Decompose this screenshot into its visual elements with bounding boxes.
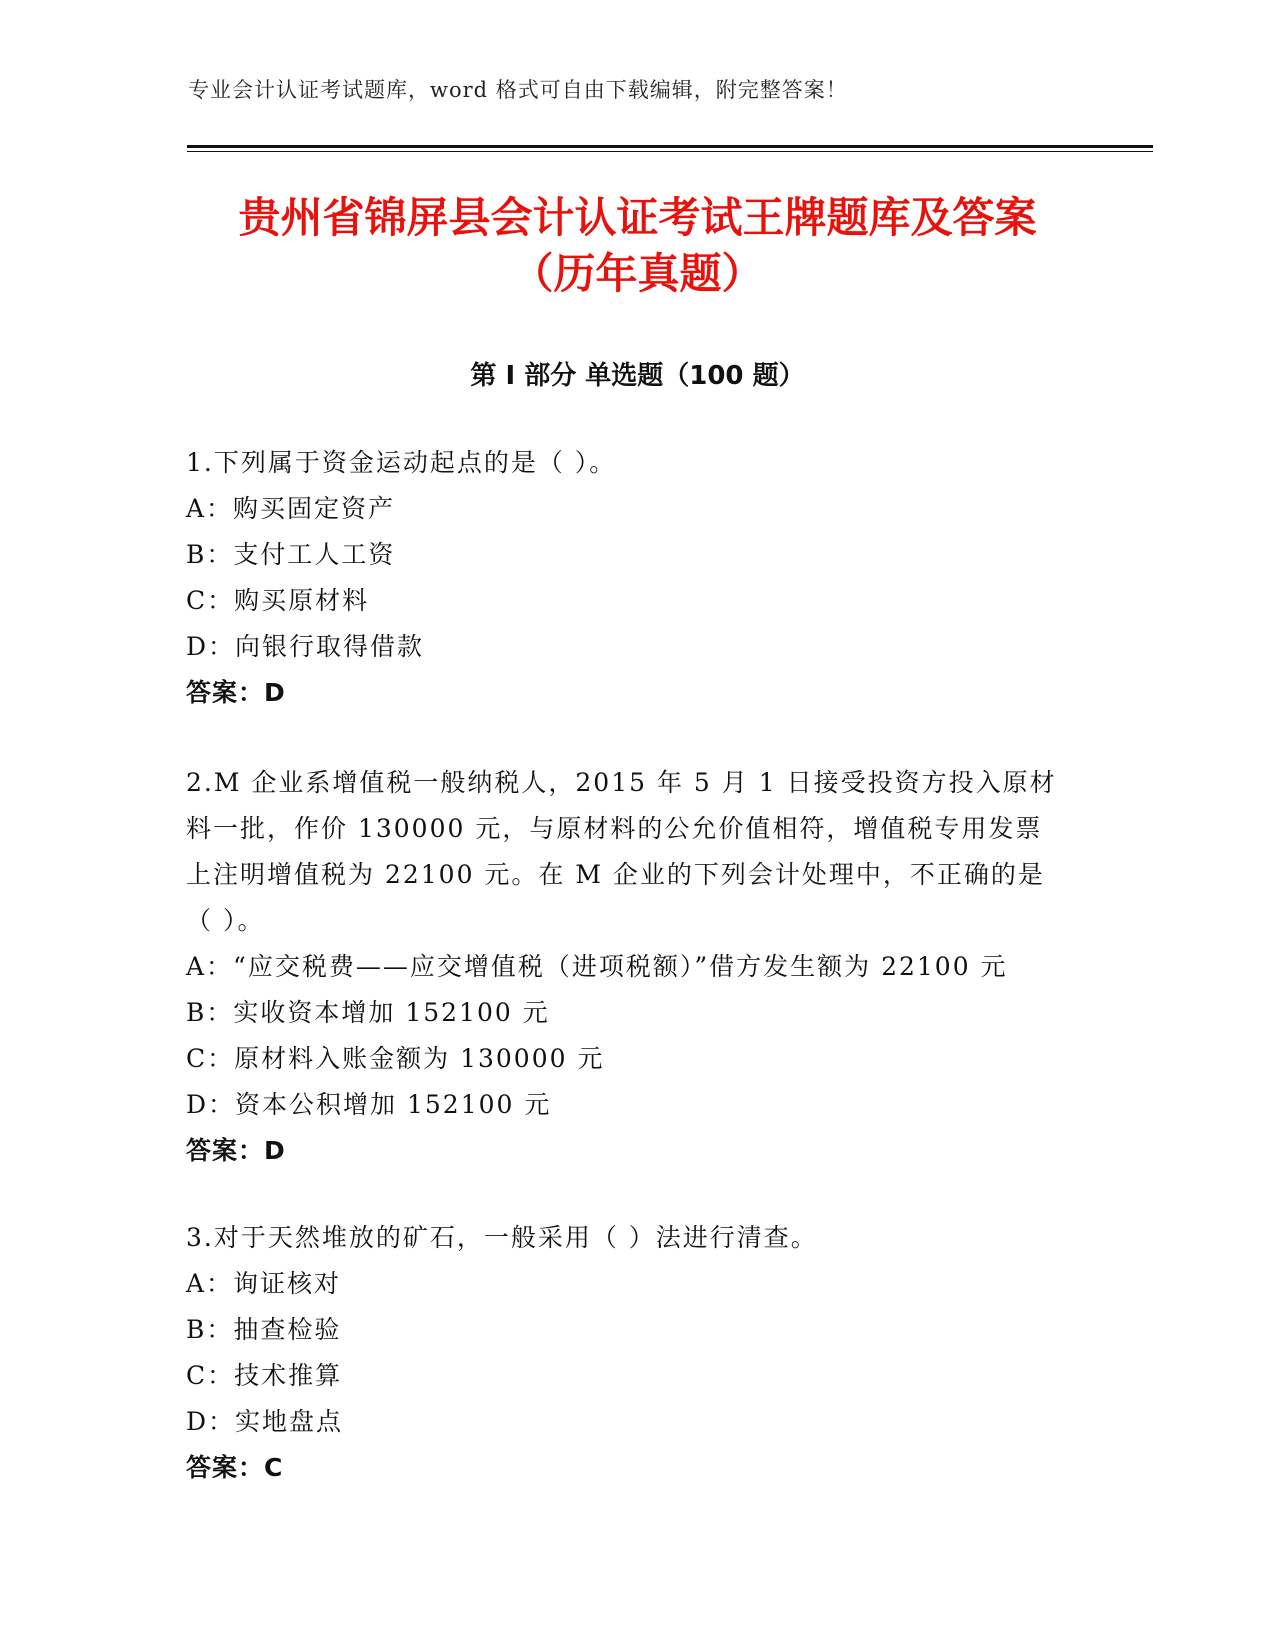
option-d: D：实地盘点 [186,1407,344,1436]
option-d: D：向银行取得借款 [186,632,425,661]
option-d: D：资本公积增加 152100 元 [186,1090,552,1119]
document-title-line-1: 贵州省锦屏县会计认证考试王牌题库及答案 [238,193,1037,242]
question-stem: 上注明增值税为 22100 元。在 M 企业的下列会计处理中，不正确的是 [186,860,1045,889]
question-stem: 2.M 企业系增值税一般纳税人，2015 年 5 月 1 日接受投资方投入原材 [186,768,1057,797]
answer: 答案：C [186,1453,284,1482]
header-rule-thin [187,151,1153,152]
option-a: A：询证核对 [186,1269,342,1298]
answer: 答案：D [186,1136,286,1165]
option-c: C：原材料入账金额为 130000 元 [186,1044,605,1073]
option-b: B：实收资本增加 152100 元 [186,998,550,1027]
option-a: A：购买固定资产 [186,494,396,523]
question-1 [186,440,1086,716]
option-a: A：“应交税费——应交增值税（进项税额）”借方发生额为 22100 元 [186,952,1008,981]
option-c: C：购买原材料 [186,586,370,615]
answer: 答案：D [186,678,286,707]
question-stem: 1.下列属于资金运动起点的是（ ）。 [186,448,617,477]
header-note: 专业会计认证考试题库，word 格式可自由下载编辑，附完整答案！ [188,78,848,102]
option-b: B：抽查检验 [186,1315,342,1344]
question-stem: （ ）。 [186,906,265,935]
header-rule-thick [187,145,1153,148]
question-stem: 料一批，作价 130000 元，与原材料的公允价值相符，增值税专用发票 [186,814,1043,843]
document-title-line-2: （历年真题） [511,249,764,298]
option-b: B：支付工人工资 [186,540,396,569]
question-3 [186,1215,1086,1491]
question-stem: 3.对于天然堆放的矿石，一般采用（ ）法进行清查。 [186,1223,818,1252]
option-c: C：技术推算 [186,1361,343,1390]
section-title: 第 I 部分 单选题（100 题） [470,361,805,391]
document-title [0,190,1275,302]
question-2 [186,760,1086,1174]
